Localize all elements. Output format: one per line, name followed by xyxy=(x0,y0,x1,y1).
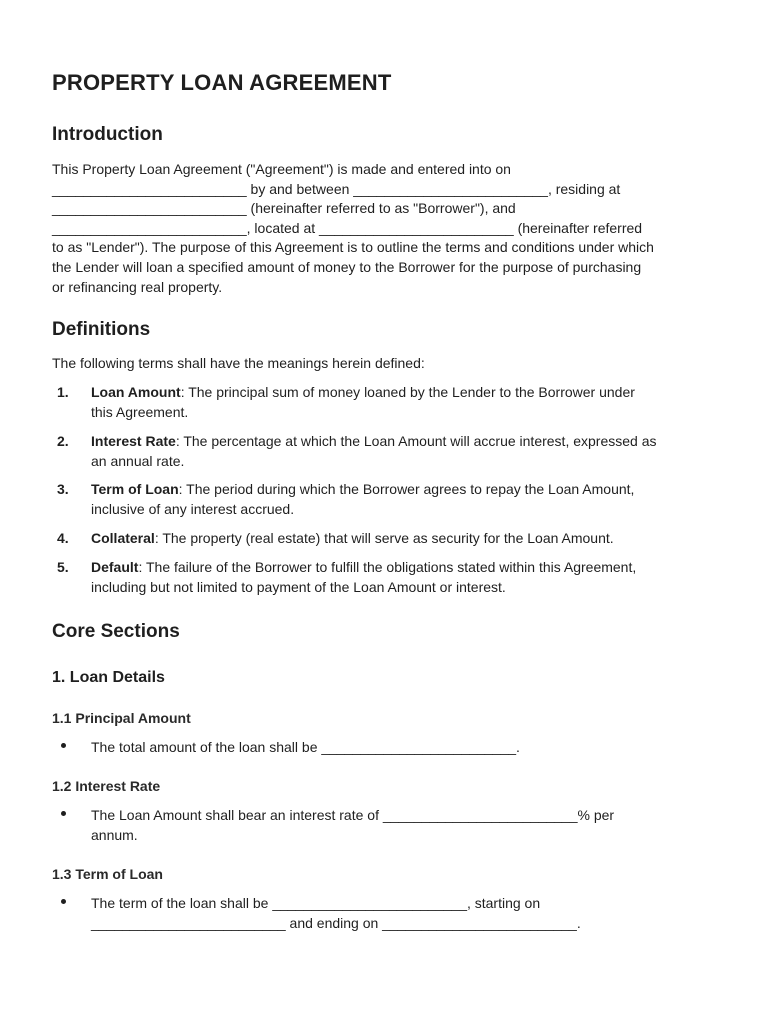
introduction-paragraph: This Property Loan Agreement ("Agreement") is made and entered into on _________________________ by and between _________________________, residing at _________________________ (hereinafter referred to as "Borrower"), and _________________________, located at _________________________ (hereinafter referred to as "Lender"). The purpose of this Agreement is to outline the terms and conditions under which the Lender will loan a specified amount of money to the Borrower for the purpose of purchasing or refinancing real property. xyxy=(52,161,654,295)
loan-details-heading: 1. Loan Details xyxy=(52,669,165,686)
definition-text-cont: an annual rate. xyxy=(91,452,185,469)
definition-term: Default xyxy=(91,559,139,575)
definition-number: 2. xyxy=(57,433,69,449)
interest-rate-heading: 1.2 Interest Rate xyxy=(52,778,161,794)
definition-number: 1. xyxy=(57,384,69,400)
definition-text-cont: including but not limited to payment of the Loan Amount or interest. xyxy=(91,578,506,595)
bullet-text: The total amount of the loan shall be _________________________. xyxy=(91,739,520,755)
definition-term: Term of Loan xyxy=(91,481,179,497)
definitions-heading: Definitions xyxy=(52,319,151,340)
principal-amount-heading: 1.1 Principal Amount xyxy=(52,710,191,726)
definition-number: 3. xyxy=(57,481,69,497)
definition-text: : The failure of the Borrower to fulfill the obligations stated within this Agreement, xyxy=(138,559,637,575)
definition-number: 5. xyxy=(57,559,69,575)
bullet-text: The term of the loan shall be _________________________, starting on _________________________ and ending on _________________________. xyxy=(91,895,581,931)
definition-text-cont: this Agreement. xyxy=(91,403,189,420)
core-sections-heading: Core Sections xyxy=(52,621,180,642)
bullet-icon xyxy=(61,899,66,904)
definition-text-cont: inclusive of any interest accrued. xyxy=(91,500,295,517)
definition-term: Interest Rate xyxy=(91,433,176,449)
bullet-icon xyxy=(61,811,66,816)
definition-text: : The property (real estate) that will serve as security for the Loan Amount. xyxy=(154,530,614,546)
definitions-intro: The following terms shall have the meanings herein defined: xyxy=(52,355,425,371)
definition-number: 4. xyxy=(57,530,69,546)
definition-term: Collateral xyxy=(91,530,155,546)
definition-text: : The principal sum of money loaned by the Lender to the Borrower under xyxy=(180,384,635,400)
document-title: PROPERTY LOAN AGREEMENT xyxy=(52,70,392,95)
bullet-text: The Loan Amount shall bear an interest rate of _________________________% per annum. xyxy=(91,807,615,843)
definition-term: Loan Amount xyxy=(91,384,181,400)
introduction-heading: Introduction xyxy=(52,124,163,145)
term-of-loan-heading: 1.3 Term of Loan xyxy=(52,866,163,882)
definition-text: : The percentage at which the Loan Amount will accrue interest, expressed as xyxy=(175,433,657,449)
definition-text: : The period during which the Borrower agrees to repay the Loan Amount, xyxy=(178,481,635,497)
bullet-icon xyxy=(61,743,66,748)
